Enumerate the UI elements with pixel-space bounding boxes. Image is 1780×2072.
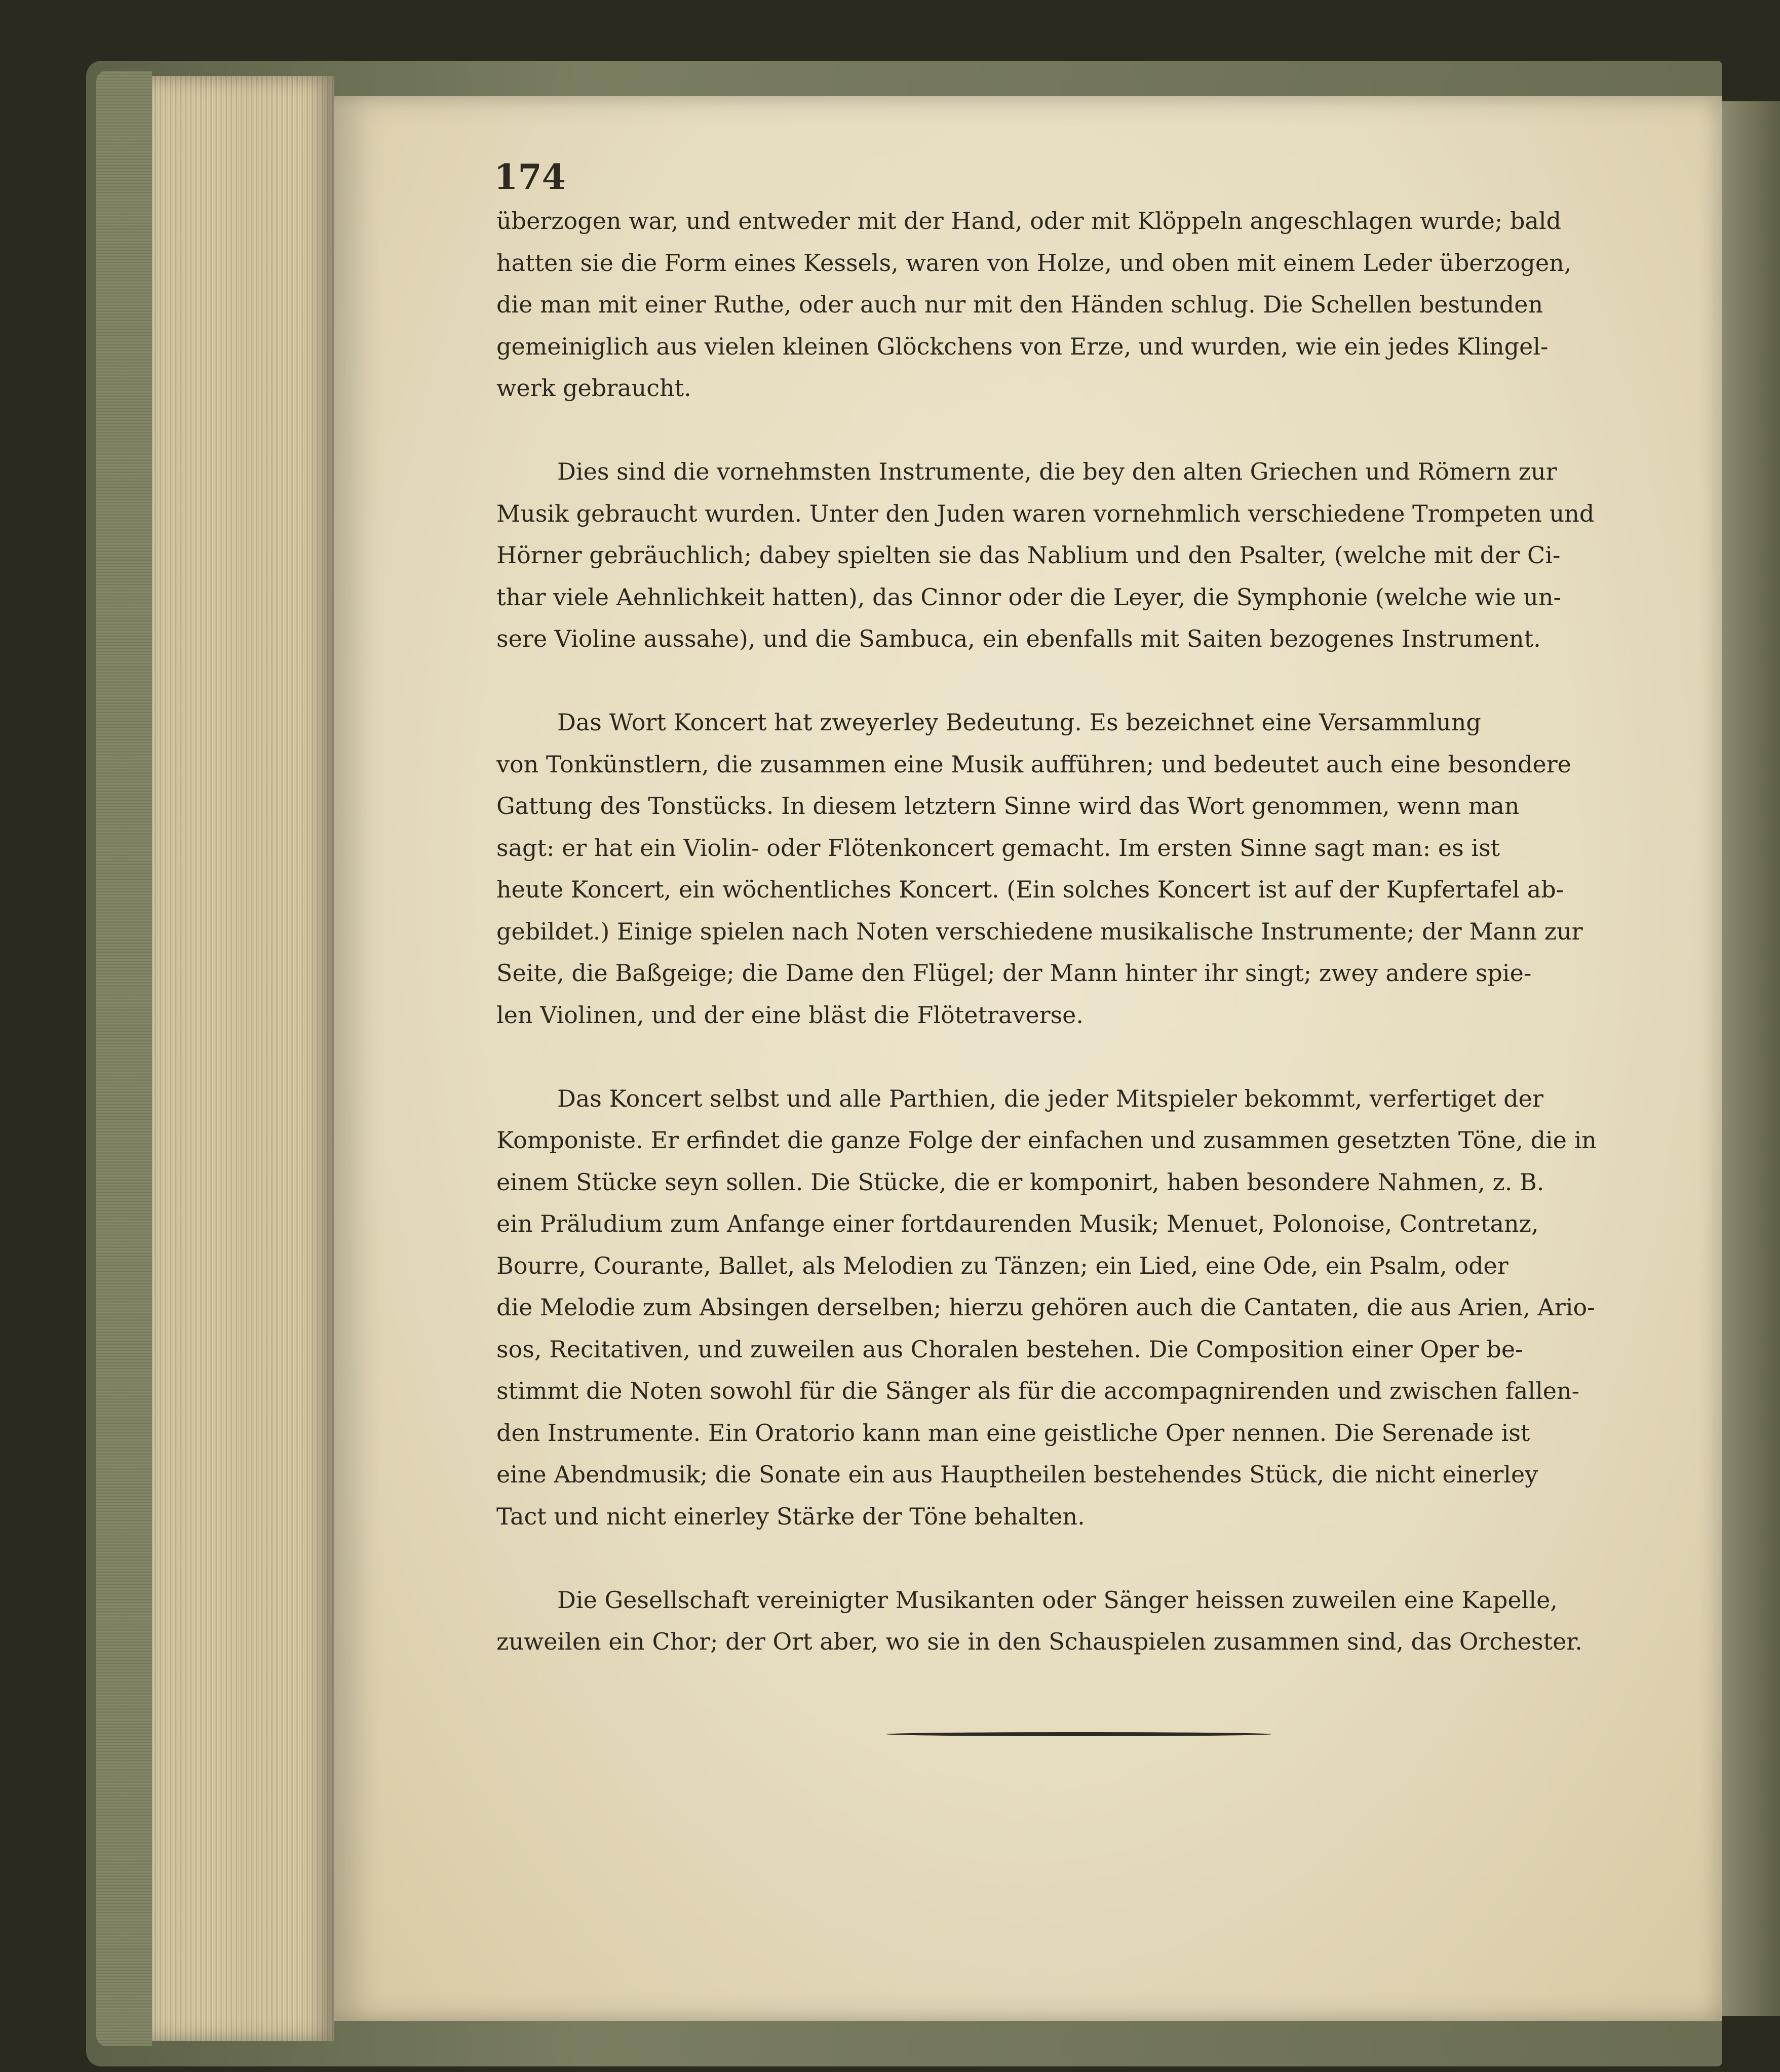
text-line: heute Koncert, ein wöchentliches Koncert. (Ein solches Koncert ist auf der Kupfertafel ab- (496, 876, 1564, 903)
text-line: sagt: er hat ein Violin- oder Flötenkoncert gemacht. Im ersten Sinne sagt man: es ist (496, 834, 1500, 862)
paragraph-gap (496, 660, 1631, 702)
paragraph-gap (496, 1537, 1631, 1579)
text-line: sos, Recitativen, und zuweilen aus Choralen bestehen. Die Composition einer Oper be- (496, 1335, 1523, 1363)
text-line: Das Wort Koncert hat zweyerley Bedeutung. Es bezeichnet eine Versammlung (557, 709, 1481, 736)
text-line: Bourre, Courante, Ballet, als Melodien zu Tänzen; ein Lied, eine Ode, ein Psalm, oder (496, 1252, 1508, 1279)
text-line: thar viele Aehnlichkeit hatten), das Cinnor oder die Leyer, die Symphonie (welche wie un- (496, 583, 1562, 611)
text-line: die man mit einer Ruthe, oder auch nur mit den Händen schlug. Die Schellen bestunden (496, 291, 1543, 318)
text-line: sere Violine aussahe), und die Sambuca, ein ebenfalls mit Saiten bezogenes Instrument. (496, 625, 1541, 652)
text-line: len Violinen, und der eine bläst die Flötetraverse. (496, 1001, 1084, 1029)
text-line: Dies sind die vornehmsten Instrumente, die bey den alten Griechen und Römern zur (557, 458, 1557, 485)
text-line: einem Stücke seyn sollen. Die Stücke, die er komponirt, haben besondere Nahmen, z. B. (496, 1168, 1544, 1196)
text-line: Musik gebraucht wurden. Unter den Juden waren vornehmlich verschiedene Trompeten und (496, 499, 1595, 527)
text-line: Tact und nicht einerley Stärke der Töne behalten. (496, 1502, 1085, 1530)
page-number: 174 (494, 157, 566, 198)
text-line: eine Abendmusik; die Sonate ein aus Hauptheilen bestehendes Stück, die nicht einerley (496, 1461, 1538, 1488)
page-edges (152, 76, 334, 2041)
text-line: Gattung des Tonstücks. In diesem letztern Sinne wird das Wort genommen, wenn man (496, 792, 1520, 819)
text-line: Seite, die Baßgeige; die Dame den Flügel; der Mann hinter ihr singt; zwey andere spie- (496, 959, 1532, 987)
text-line: gebildet.) Einige spielen nach Noten verschiedene musikalische Instrumente; der Mann zur (496, 917, 1583, 945)
text-line: ein Präludium zum Anfange einer fortdaurenden Musik; Menuet, Polonoise, Contretanz, (496, 1210, 1539, 1237)
paragraph (496, 1078, 1631, 1538)
text-line: hatten sie die Form eines Kessels, waren von Holze, und oben mit einem Leder überzogen, (496, 249, 1572, 277)
text-line: Hörner gebräuchlich; dabey spielten sie das Nablium und den Psalter, (welche mit der Ci- (496, 541, 1561, 569)
text-line: stimmt die Noten sowohl für die Sänger als für die accompagnirenden und zwischen fallen- (496, 1377, 1580, 1404)
text-line: überzogen war, und entweder mit der Hand, oder mit Klöppeln angeschlagen wurde; bald (496, 207, 1562, 234)
text-line: von Tonkünstlern, die zusammen eine Musik aufführen; und bedeutet auch eine besondere (496, 750, 1571, 778)
text-line: gemeiniglich aus vielen kleinen Glöckchens von Erze, und wurden, wie ein jedes Klingel- (496, 332, 1549, 360)
paragraph (496, 1579, 1631, 1663)
text-line: zuweilen ein Chor; der Ort aber, wo sie in den Schauspielen zusammen sind, das Orchester. (496, 1628, 1582, 1655)
book-spine (96, 71, 152, 2046)
page-text (496, 200, 1631, 1663)
text-line: Komponiste. Er erfindet die ganze Folge der einfachen und zusammen gesetzten Töne, die in (496, 1126, 1597, 1154)
facing-page-edge (1722, 101, 1780, 2016)
end-rule (886, 1732, 1271, 1736)
paragraph (496, 451, 1631, 660)
paragraph (496, 200, 1631, 409)
paragraph (496, 701, 1631, 1036)
text-line: Das Koncert selbst und alle Parthien, die jeder Mitspieler bekommt, verfertiget der (557, 1084, 1543, 1112)
paragraph-gap (496, 1036, 1631, 1078)
text-line: die Melodie zum Absingen derselben; hierzu gehören auch die Cantaten, die aus Arien, Ario- (496, 1294, 1595, 1321)
text-line: werk gebraucht. (496, 374, 691, 402)
text-line: Die Gesellschaft vereinigter Musikanten oder Sänger heissen zuweilen eine Kapelle, (557, 1586, 1558, 1614)
text-line: den Instrumente. Ein Oratorio kann man eine geistliche Oper nennen. Die Serenade ist (496, 1419, 1530, 1447)
paragraph-gap (496, 409, 1631, 451)
